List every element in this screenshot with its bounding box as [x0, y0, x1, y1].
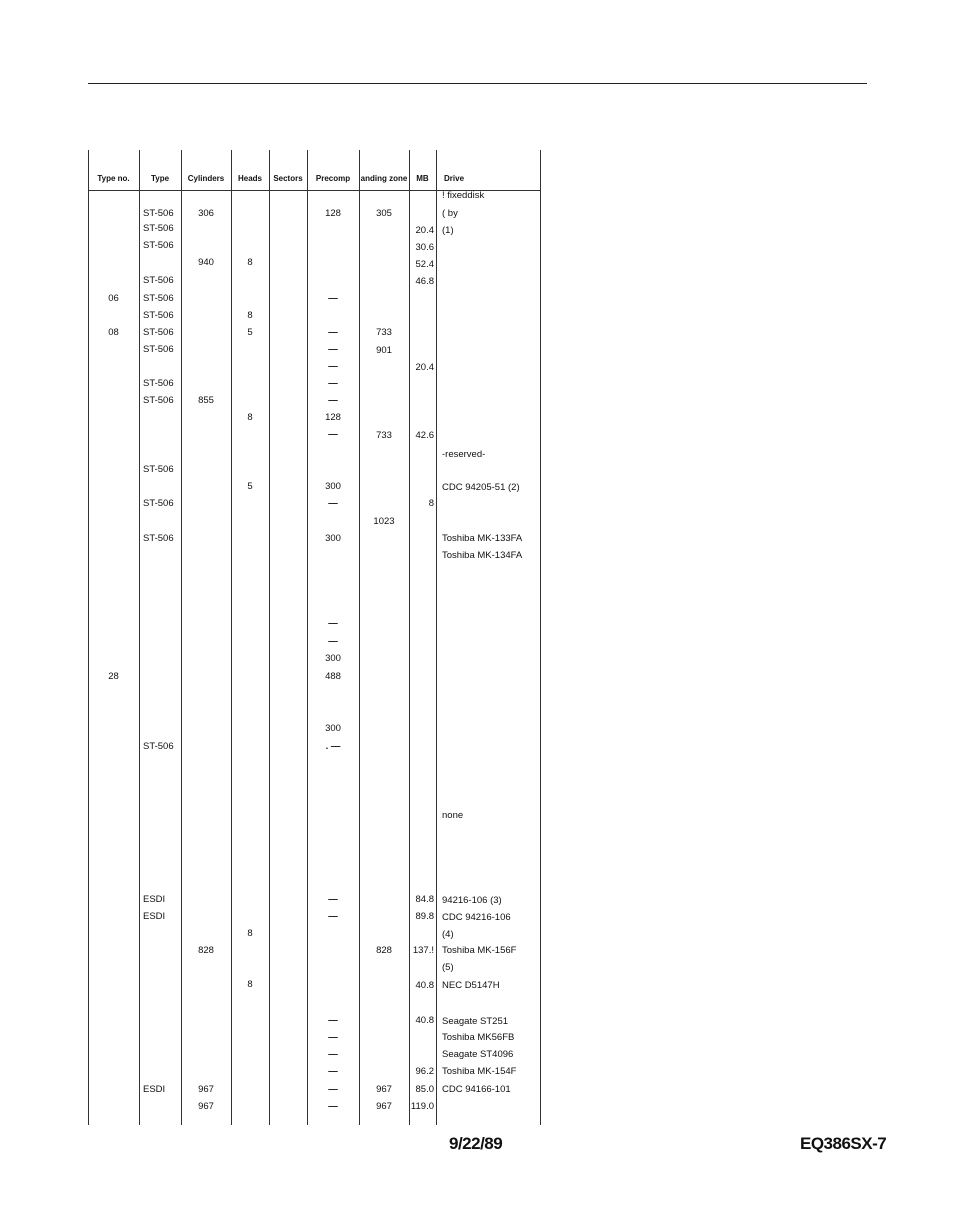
column-divider	[409, 150, 410, 1125]
table-cell-heads: 8	[247, 979, 253, 990]
column-divider	[540, 150, 541, 1125]
table-cell-cylinders: 828	[198, 945, 214, 956]
table-cell-drive: (4)	[442, 929, 454, 940]
table-cell-precomp: —	[328, 618, 338, 629]
table-cell-precomp: —	[328, 1032, 338, 1043]
table-cell-drive: Toshiba MK-133FA	[442, 533, 523, 544]
table-cell-drive: Seagate ST251	[442, 1016, 509, 1027]
table-cell-precomp: 128	[325, 412, 341, 423]
table-cell-heads: 5	[247, 481, 253, 492]
table-cell-type-no: 08	[108, 327, 119, 338]
table-cell-drive: Toshiba MK-134FA	[442, 550, 523, 561]
table-cell-type: ST-506	[143, 533, 174, 544]
table-cell-mb: 20.4	[415, 362, 434, 373]
table-cell-drive: -reserved-	[442, 449, 486, 460]
column-divider	[269, 150, 270, 1125]
table-cell-heads: 8	[247, 928, 253, 939]
table-cell-type: ESDI	[143, 911, 166, 922]
table-cell-drive: none	[442, 810, 464, 821]
table-cell-mb: 85.0	[415, 1084, 434, 1095]
column-divider	[359, 150, 360, 1125]
column-header-precomp: Precomp	[315, 174, 351, 183]
column-header-type: Type	[150, 174, 170, 183]
footer-date: 9/22/89	[449, 1134, 503, 1153]
table-cell-type: ST-506	[143, 464, 174, 475]
table-cell-heads: 5	[247, 327, 253, 338]
table-cell-mb: 84.8	[415, 894, 434, 905]
column-header-mb: MB	[416, 174, 429, 183]
table-cell-mb: 20.4	[415, 225, 434, 236]
table-cell-drive: Seagate ST4096	[442, 1049, 514, 1060]
table-cell-precomp: 300	[325, 653, 341, 664]
table-cell-precomp: —	[328, 395, 338, 406]
table-cell-mb: 137.!	[412, 945, 434, 956]
table-cell-mb: 40.8	[415, 980, 434, 991]
column-divider	[181, 150, 182, 1125]
column-header-heads: Heads	[237, 174, 262, 183]
table-cell-cylinders: 967	[198, 1084, 214, 1095]
table-cell-landing-zone: 733	[376, 327, 392, 338]
table-cell-heads: 8	[247, 310, 253, 321]
table-cell-precomp: —	[328, 293, 338, 304]
column-header-type-no: Type no.	[97, 174, 130, 183]
top-rule	[88, 83, 867, 84]
table-cell-landing-zone: 733	[376, 430, 392, 441]
table-cell-cylinders: 855	[198, 395, 214, 406]
table-cell-type-no: 28	[108, 671, 119, 682]
table-cell-drive: Toshiba MK-154F	[442, 1066, 517, 1077]
table-cell-mb: 8	[428, 498, 434, 509]
column-divider	[139, 150, 140, 1125]
table-cell-cylinders: 967	[198, 1101, 214, 1112]
table-cell-precomp: 300	[325, 533, 341, 544]
table-cell-type: ST-506	[143, 378, 174, 389]
drive-type-table	[88, 150, 540, 1125]
table-cell-drive: 94216-106 (3)	[442, 895, 502, 906]
table-cell-drive: ! fixeddisk	[442, 190, 485, 201]
table-cell-type: ST-506	[143, 344, 174, 355]
table-cell-landing-zone: 967	[376, 1084, 392, 1095]
table-cell-precomp: . —	[325, 741, 341, 752]
table-cell-landing-zone: 828	[376, 945, 392, 956]
table-cell-precomp: —	[328, 498, 338, 509]
column-header-sectors: Sectors	[273, 174, 303, 183]
table-cell-type: ST-506	[143, 223, 174, 234]
column-divider	[436, 150, 437, 1125]
table-cell-mb: 89.8	[415, 911, 434, 922]
table-cell-type: ESDI	[143, 894, 166, 905]
table-cell-precomp: 488	[325, 671, 341, 682]
column-header-drive: Drive	[444, 174, 465, 183]
table-cell-mb: 40.8	[415, 1015, 434, 1026]
table-cell-drive: (5)	[442, 962, 454, 973]
table-cell-precomp: —	[328, 636, 338, 647]
table-cell-drive: NEC D5147H	[442, 980, 500, 991]
table-cell-drive: CDC 94205-51 (2)	[442, 482, 520, 493]
table-cell-precomp: —	[328, 1101, 338, 1112]
table-cell-precomp: —	[328, 1066, 338, 1077]
table-cell-mb: 42.6	[415, 430, 434, 441]
column-header-landing-zone: anding zone	[360, 174, 408, 183]
table-cell-type: ST-506	[143, 395, 174, 406]
table-cell-type: ST-506	[143, 327, 174, 338]
table-cell-heads: 8	[247, 257, 253, 268]
table-cell-type: ST-506	[143, 741, 174, 752]
table-cell-cylinders: 306	[198, 208, 214, 219]
table-cell-drive: CDC 94166-101	[442, 1084, 511, 1095]
table-cell-mb: 52.4	[415, 259, 434, 270]
table-cell-mb: 30.6	[415, 242, 434, 253]
table-cell-precomp: —	[328, 1015, 338, 1026]
table-cell-type-no: 06	[108, 293, 119, 304]
table-cell-drive: CDC 94216-106	[442, 912, 511, 923]
table-cell-precomp: —	[328, 1084, 338, 1095]
table-cell-landing-zone: 305	[376, 208, 392, 219]
column-header-cylinders: Cylinders	[187, 174, 225, 183]
table-cell-type: ST-506	[143, 275, 174, 286]
table-cell-precomp: —	[328, 429, 338, 440]
table-cell-landing-zone: 967	[376, 1101, 392, 1112]
table-cell-precomp: 300	[325, 481, 341, 492]
table-cell-type: ST-506	[143, 208, 174, 219]
table-cell-landing-zone: 901	[376, 345, 392, 356]
table-cell-type: ST-506	[143, 310, 174, 321]
table-cell-drive: (1)	[442, 225, 454, 236]
table-cell-type: ST-506	[143, 240, 174, 251]
table-cell-type: ESDI	[143, 1084, 166, 1095]
table-cell-precomp: 300	[325, 723, 341, 734]
table-cell-precomp: —	[328, 1049, 338, 1060]
table-cell-precomp: —	[328, 894, 338, 905]
table-cell-drive: ( by	[442, 208, 458, 219]
table-cell-precomp: —	[328, 911, 338, 922]
table-cell-heads: 8	[247, 412, 253, 423]
table-cell-mb: 96.2	[415, 1066, 434, 1077]
table-cell-mb: 119.0	[410, 1101, 434, 1112]
table-cell-precomp: —	[328, 327, 338, 338]
table-cell-cylinders: 940	[198, 257, 214, 268]
table-cell-drive: Toshiba MK-156F	[442, 945, 517, 956]
table-cell-landing-zone: 1023	[373, 516, 395, 527]
table-cell-precomp: —	[328, 378, 338, 389]
footer-doc-id: EQ386SX-7	[800, 1134, 887, 1153]
table-cell-precomp: 128	[325, 208, 341, 219]
table-cell-precomp: —	[328, 361, 338, 372]
table-cell-mb: 46.8	[415, 276, 434, 287]
table-cell-precomp: —	[328, 344, 338, 355]
table-cell-drive: Toshiba MK56FB	[442, 1032, 515, 1043]
table-cell-type: ST-506	[143, 293, 174, 304]
table-cell-type: ST-506	[143, 498, 174, 509]
